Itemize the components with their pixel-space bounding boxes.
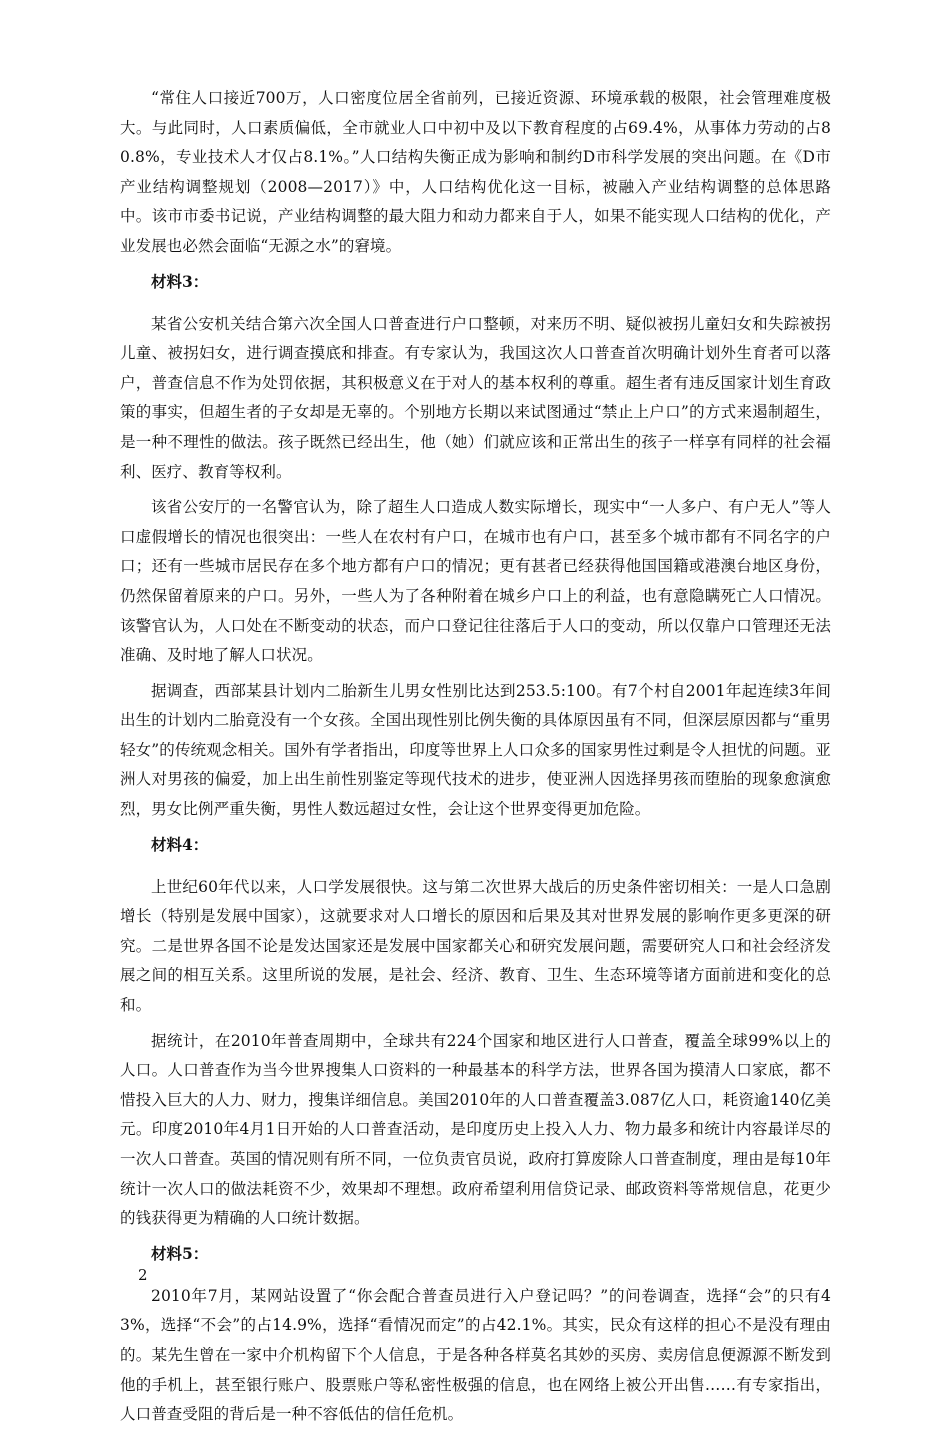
material-4-heading: 材料4： — [151, 834, 209, 854]
page-number: 2 — [138, 1266, 148, 1284]
material-4-paragraph: 据统计，在2010年普查周期中，全球共有224个国家和地区进行人口普查，覆盖全球99%以上的人口。人口普查作为当今世界搜集人口资料的一种最基本的科学方法，世界各国为摸清人口家底，都不惜投入巨大的人力、财力，搜集详细信息。美国2010年的人口普查覆盖3.087亿人口，耗资逾140亿美元。印度2010年4月1日开始的人口普查活动，是印度历史上投入人力、物力最多和统计内容最详尽的一次人口普查。英国的情况则有所不同，一位负责官员说，政府打算废除人口普查制度，理由是每10年统计一次人口的做法耗资不少，效果却不理想。政府希望利用信贷记录、邮政资料等常规信息，花更少的钱获得更为精确的人口统计数据。 — [120, 1031, 831, 1228]
material-3-paragraph: 某省公安机关结合第六次全国人口普查进行户口整顿，对来历不明、疑似被拐儿童妇女和失踪被拐儿童、被拐妇女，进行调查摸底和排查。有专家认为，我国这次人口普查首次明确计划外生育者可以落户，普查信息不作为处罚依据，其积极意义在于对人的基本权利的尊重。超生者有违反国家计划生育政策的事实，但超生者的子女却是无辜的。个别地方长期以来试图通过“禁止上户口”的方式来遏制超生，是一种不理性的做法。孩子既然已经出生，他（她）们就应该和正常出生的孩子一样享有同样的社会福利、医疗、教育等权利。 — [120, 314, 831, 481]
material-5-paragraph: 2010年7月，某网站设置了“你会配合普查员进行入户登记吗？”的问卷调查，选择“会”的只有43%，选择“不会”的占14.9%，选择“看情况而定”的占42.1%。其实，民众有这样的担心不是没有理由的。某先生曾在一家中介机构留下个人信息，于是各种各样莫名其妙的买房、卖房信息便源源不断发到他的手机上，甚至银行账户、股票账户等私密性极强的信息，也在网络上被公开出售……有专家指出，人口普查受阻的背后是一种不容低估的信任危机。 — [120, 1286, 831, 1424]
intro-paragraph: “常住人口接近700万，人口密度位居全省前列，已接近资源、环境承载的极限，社会管理难度极大。与此同时，人口素质偏低，全市就业人口中初中及以下教育程度的占69.4%，从事体力劳动的占80.8%，专业技术人才仅占8.1%。”人口结构失衡正成为影响和制约D市科学发展的突出问题。在《D市产业结构调整规划（2008—2017）》中，人口结构优化这一目标，被融入产业结构调整的总体思路中。该市市委书记说，产业结构调整的最大阻力和动力都来自于人，如果不能实现人口结构的优化，产业发展也必然会面临“无源之水”的窘境。 — [120, 89, 831, 255]
material-4-paragraph: 上世纪60年代以来，人口学发展很快。这与第二次世界大战后的历史条件密切相关：一是人口急剧增长（特别是发展中国家），这就要求对人口增长的原因和后果及其对世界发展的影响作更多更深的研究。二是世界各国不论是发达国家还是发展中国家都关心和研究发展问题，需要研究人口和社会经济发展之间的相互关系。这里所说的发展，是社会、经济、教育、卫生、生态环境等诸方面前进和变化的总和。 — [120, 877, 831, 1015]
material-3-paragraph: 该省公安厅的一名警官认为，除了超生人口造成人数实际增长，现实中“一人多户、有户无人”等人口虚假增长的情况也很突出：一些人在农村有户口，在城市也有户口，甚至多个城市都有不同名字的户口；还有一些城市居民存在多个地方都有户口的情况；更有甚者已经获得他国国籍或港澳台地区身份，仍然保留着原来的户口。另外，一些人为了各种附着在城乡户口上的利益，也有意隐瞒死亡人口情况。该警官认为，人口处在不断变动的状态，而户口登记往往落后于人口的变动，所以仅靠户口管理还无法准确、及时地了解人口状况。 — [120, 498, 831, 665]
document-body — [120, 84, 831, 1436]
material-5-heading: 材料5： — [151, 1243, 209, 1263]
material-3-paragraph: 据调查，西部某县计划内二胎新生儿男女性别比达到253.5:100。有7个村自2001年起连续3年间出生的计划内二胎竟没有一个女孩。全国出现性别比例失衡的具体原因虽有不同，但深层原因都与“重男轻女”的传统观念相关。国外有学者指出，印度等世界上人口众多的国家男性过剩是令人担忧的问题。亚洲人对男孩的偏爱，加上出生前性别鉴定等现代技术的进步，使亚洲人因选择男孩而堕胎的现象愈演愈烈，男女比例严重失衡，男性人数远超过女性，会让这个世界变得更加危险。 — [120, 681, 831, 819]
material-3-heading: 材料3： — [151, 271, 209, 291]
